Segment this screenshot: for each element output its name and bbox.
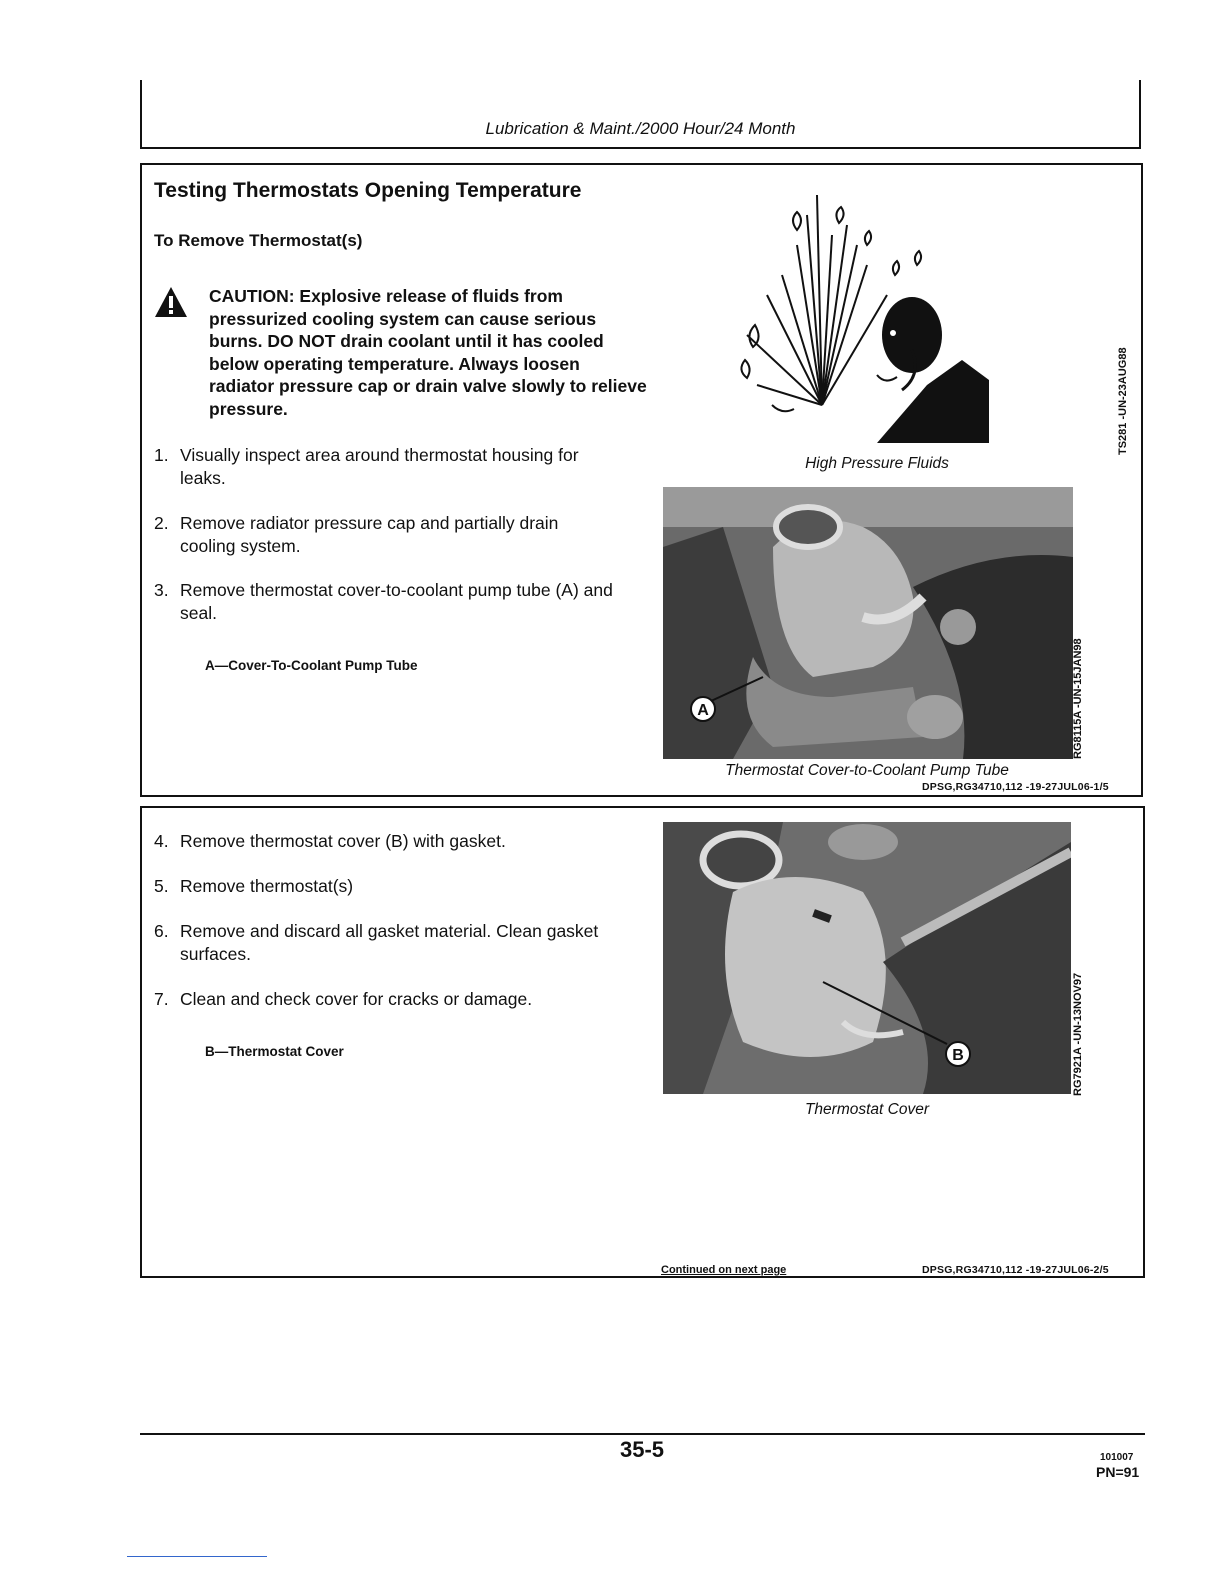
footer-rule: [140, 1433, 1145, 1435]
step-text: Remove thermostat cover (B) with gasket.: [180, 831, 506, 851]
header-bottom-rule: [140, 147, 1141, 149]
running-header: Lubrication & Maint./2000 Hour/24 Month: [485, 119, 796, 138]
footer-date-code: 101007: [1100, 1452, 1134, 1463]
warning-triangle-icon: [154, 285, 188, 319]
figure-code: RG7921A -UN-13NOV97: [1072, 972, 1084, 1096]
step-text: Clean and check cover for cracks or damage.: [180, 989, 533, 1009]
callout-legend: A—Cover-To-Coolant Pump Tube: [205, 658, 418, 673]
footer-pn: PN=91: [1096, 1464, 1140, 1480]
figure-code: RG8115A -UN-15JAN98: [1072, 638, 1084, 759]
thermostat-pump-tube-photo: [663, 487, 1073, 759]
section-box-1: [140, 163, 1143, 797]
section-box-2: [140, 806, 1145, 1278]
step-text: Remove radiator pressure cap and partially drain cooling system.: [180, 513, 559, 556]
high-pressure-fluids-illustration: [727, 185, 997, 447]
bottom-link-underline: [127, 1556, 267, 1557]
step-number: 2.: [154, 513, 169, 533]
step-number: 7.: [154, 989, 169, 1009]
step-number: 5.: [154, 876, 169, 896]
callout-legend: B—Thermostat Cover: [205, 1044, 344, 1059]
step-text: Remove and discard all gasket material. Clean gasket surfaces.: [180, 921, 599, 964]
figure-caption: Thermostat Cover: [804, 1101, 930, 1118]
step-number: 1.: [154, 445, 169, 465]
step-number: 6.: [154, 921, 169, 941]
step-text: Visually inspect area around thermostat housing for leaks.: [180, 445, 579, 488]
figure-code: TS281 -UN-23AUG88: [1117, 347, 1129, 455]
page-number: 35-5: [619, 1437, 665, 1462]
step-text: Remove thermostat cover-to-coolant pump tube (A) and seal.: [180, 580, 613, 623]
thermostat-cover-photo: [663, 822, 1071, 1094]
reference-code: DPSG,RG34710,112 -19-27JUL06-2/5: [922, 1264, 1109, 1276]
photo-label-b: B: [952, 1047, 964, 1064]
page-title: Testing Thermostats Opening Temperature: [154, 179, 582, 202]
figure-caption: High Pressure Fluids: [805, 455, 949, 472]
continued-note: Continued on next page: [661, 1264, 787, 1276]
step-number: 4.: [154, 831, 169, 851]
step-number: 3.: [154, 580, 169, 600]
step-text: Remove thermostat(s): [180, 876, 354, 896]
photo-label-a: A: [697, 702, 709, 719]
reference-code: DPSG,RG34710,112 -19-27JUL06-1/5: [922, 781, 1109, 793]
section-subtitle: To Remove Thermostat(s): [154, 231, 363, 250]
figure-caption: Thermostat Cover-to-Coolant Pump Tube: [725, 762, 1009, 779]
caution-text: CAUTION: Explosive release of fluids from pressurized cooling system can cause serious burns. DO NOT drain coolant until it has cooled below operating temperature. Always loosen radiator pressure cap or drain valve slowly to relieve pressure.: [209, 286, 647, 419]
